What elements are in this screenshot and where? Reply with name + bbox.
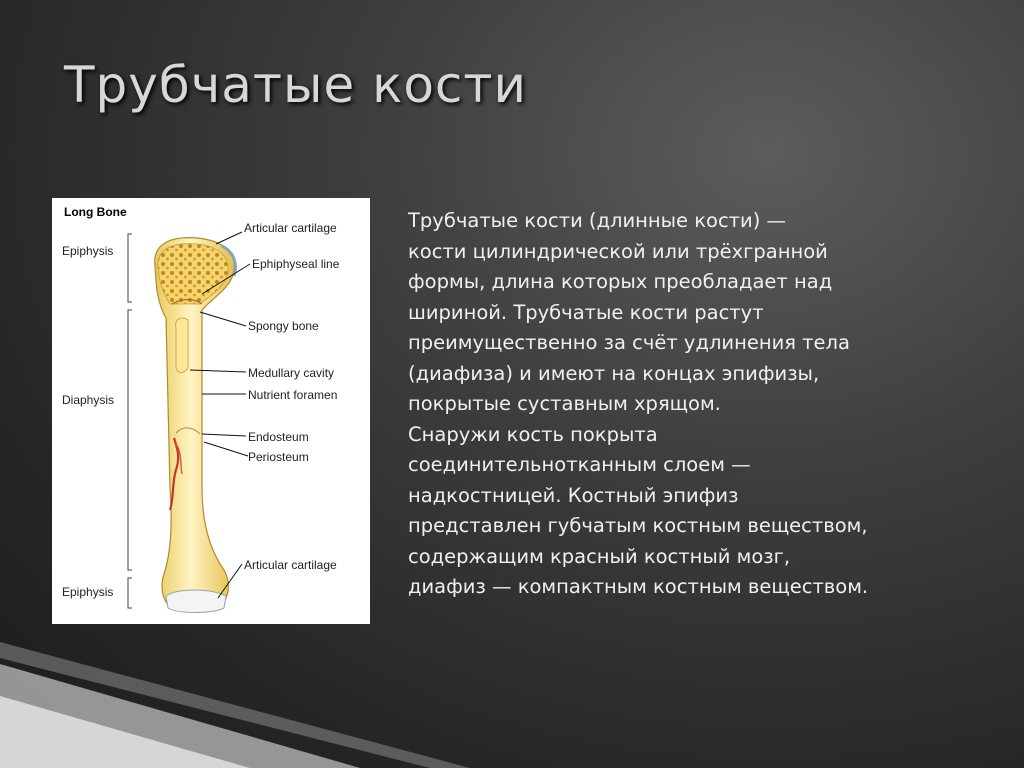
label-epiphyseal-line: Ephiphyseal line xyxy=(252,257,340,271)
region-label-epiphysis-bottom: Epiphysis xyxy=(62,585,114,599)
body-text-line: содержащим красный костный мозг, xyxy=(408,544,791,568)
decorative-stripes xyxy=(0,600,1024,768)
body-text-line: преимущественно за счёт удлинения тела xyxy=(408,331,850,354)
label-medullary-cavity: Medullary cavity xyxy=(248,366,335,380)
body-text-line: представлен губчатым костным веществом, xyxy=(408,514,868,537)
body-text-line: Снаружи кость покрыта xyxy=(408,422,658,446)
body-text-line: кости цилиндрической или трёхгранной xyxy=(408,239,828,263)
body-text-line: покрытые суставным хрящом. xyxy=(408,392,721,415)
body-text-line: (диафиза) и имеют на концах эпифизы, xyxy=(408,361,820,385)
body-text xyxy=(408,206,1008,603)
body-text-line: Трубчатые кости (длинные кости) — xyxy=(408,209,787,232)
label-articular-cartilage-top: Articular cartilage xyxy=(244,221,337,235)
long-bone-diagram xyxy=(52,198,370,624)
label-periosteum: Periosteum xyxy=(248,450,309,464)
body-text-line: диафиз — компактным костным веществом. xyxy=(408,575,869,598)
region-label-diaphysis: Diaphysis xyxy=(62,393,115,407)
label-endosteum: Endosteum xyxy=(248,430,309,444)
label-articular-cartilage-bottom: Articular cartilage xyxy=(244,558,337,572)
body-text-line: шириной. Трубчатые кости растут xyxy=(408,300,764,324)
label-nutrient-foramen: Nutrient foramen xyxy=(248,388,338,402)
bone-illustration xyxy=(155,238,236,613)
slide-title: Трубчатые кости xyxy=(64,56,528,114)
body-text-line: надкостницей. Костный эпифиз xyxy=(408,483,739,507)
region-brackets xyxy=(128,234,132,608)
label-spongy-bone: Spongy bone xyxy=(248,319,319,333)
diagram-heading: Long Bone xyxy=(64,205,127,219)
region-label-epiphysis-top: Epiphysis xyxy=(62,244,114,258)
body-text-line: формы, длина которых преобладает над xyxy=(408,270,833,293)
body-text-line: соединительнотканным слоем — xyxy=(408,453,751,476)
